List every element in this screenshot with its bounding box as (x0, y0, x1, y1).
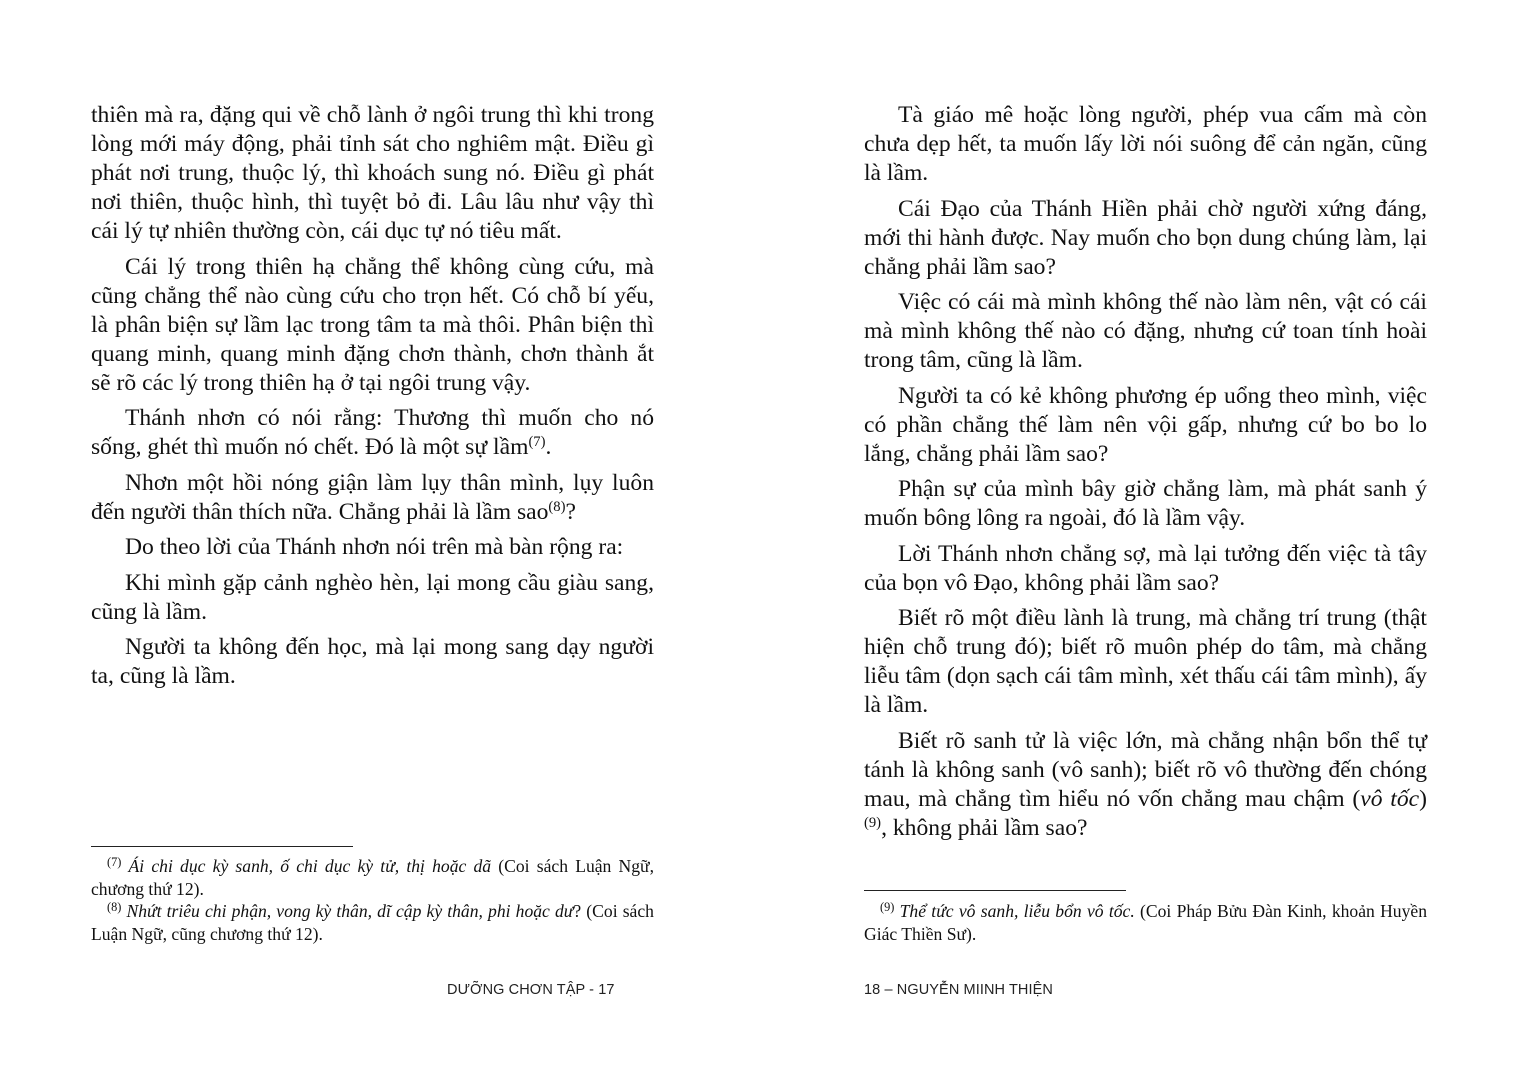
paragraph: Biết rõ một điều lành là trung, mà chẳng trí trung (thật hiện chỗ trung đó); biết rõ muôn phép do tâm, mà chẳng liễu tâm (dọn sạch cái tâm mình, xét thấu cái tâm mình), ấy là lầm. (864, 605, 1427, 718)
left-page (91, 0, 654, 1076)
footnote-text: ? (Coi sách Luận Ngữ, cũng chương thứ 12). (91, 901, 654, 944)
paragraph-italic: vô tốc (1360, 785, 1420, 812)
paragraph: Cái lý trong thiên hạ chẳng thể không cùng cứu, mà cũng chẳng thể nào cùng cứu cho trọn hết. Có chỗ bí yếu, là phân biện sự lầm lạc trong tâm ta mà thôi. Phân biện thì quang minh, quang minh đặng chơn thành, chơn thành ắt sẽ rõ các lý trong thiên hạ ở tại ngôi trung vậy. (91, 253, 654, 396)
footnote-italic: Nhứt triêu chi phận, vong kỳ thân, dĩ cập kỳ thân, phi hoặc dư (126, 901, 574, 921)
footnote-mark: (7) (107, 854, 122, 869)
footnote-mark: (8) (107, 899, 122, 914)
footnote-mark: (9) (880, 899, 895, 914)
paragraph: Tà giáo mê hoặc lòng người, phép vua cấm mà còn chưa dẹp hết, ta muốn lấy lời nói suông để cản ngăn, cũng là lầm. (864, 102, 1427, 186)
footnote-italic: Ái chi dục kỳ sanh, ố chi dục kỳ tử, thị hoặc dã (128, 856, 492, 876)
footnote (91, 900, 654, 945)
paragraph: Người ta có kẻ không phương ép uổng theo mình, việc có phần chẳng thế làm nên vội gấp, nhưng cứ bo bo lo lắng, chẳng phải lầm sao? (864, 382, 1427, 467)
right-page (864, 0, 1427, 1076)
footnote-ref: (9) (864, 814, 882, 831)
paragraph-text: Thánh nhơn có nói rằng: Thương thì muốn cho nó sống, ghét thì muốn nó chết. Đó là một sự lầm (91, 405, 654, 460)
page-footer: DƯỠNG CHƠN TẬP - 17 (447, 982, 615, 998)
paragraph: Do theo lời của Thánh nhơn nói trên mà bàn rộng ra: (125, 534, 624, 560)
right-page-body (864, 101, 1427, 849)
paragraph-text: Biết rõ sanh tử là việc lớn, mà chẳng nhận bổn thể tự tánh là không sanh (vô sanh); biết rõ vô thường đến chóng mau, mà chẳng tìm hiểu nó vốn chẳng mau chậm ( (864, 727, 1427, 812)
footnote-divider (864, 890, 1126, 891)
page-footer: 18 – NGUYỄN MIINH THIỆN (864, 982, 1053, 998)
paragraph (91, 404, 654, 462)
footnotes (864, 900, 1427, 945)
footnote-ref: (8) (548, 498, 566, 515)
paragraph-punct: ) (1419, 785, 1427, 812)
paragraph: thiên mà ra, đặng qui về chỗ lành ở ngôi trung thì khi trong lòng mới máy động, phải tỉnh sát cho nghiêm mật. Điều gì phát nơi trung, thuộc lý, thì khoách sung nó. Điều gì phát nơi thiên, thuộc hình, thì tuyệt bỏ đi. Lâu lâu như vậy thì cái lý tự nhiên thường còn, cái dục tự nó tiêu mất. (91, 102, 654, 244)
left-page-body (91, 101, 654, 698)
paragraph: Cái Đạo của Thánh Hiền phải chờ người xứng đáng, mới thi hành được. Nay muốn cho bọn dung chúng làm, lại chẳng phải lầm sao? (864, 195, 1427, 280)
paragraph: Lời Thánh nhơn chẳng sợ, mà lại tưởng đến việc tà tây của bọn vô Đạo, không phải lầm sao? (864, 540, 1427, 596)
footnote (91, 855, 654, 900)
footnote-divider (91, 846, 353, 847)
paragraph-punct: ? (565, 498, 576, 525)
paragraph (864, 727, 1427, 843)
paragraph-text: , không phải lầm sao? (881, 814, 1088, 841)
footnote-italic: Thể tức vô sanh, liễu bổn vô tốc. (899, 901, 1135, 921)
paragraph: Phận sự của mình bây giờ chẳng làm, mà phát sanh ý muốn bông lông ra ngoài, đó là lầm vậy. (864, 476, 1427, 531)
paragraph: Việc có cái mà mình không thế nào làm nên, vật có cái mà mình không thế nào có đặng, nhưng cứ toan tính hoài trong tâm, cũng là lầm. (864, 289, 1427, 373)
footnote-text: (Coi sách Luận Ngữ, chương thứ 12). (91, 856, 654, 899)
paragraph (91, 469, 654, 527)
paragraph-text: Nhơn một hồi nóng giận làm lụy thân mình, lụy luôn đến người thân thích nữa. Chẳng phải là lầm sao (91, 469, 654, 525)
paragraph: Người ta không đến học, mà lại mong sang dạy người ta, cũng là lầm. (91, 634, 654, 689)
footnote-ref: (7) (528, 433, 546, 450)
footnote-text: (Coi Pháp Bửu Đàn Kinh, khoản Huyền Giác Thiền Sư). (864, 901, 1427, 944)
footnotes (91, 855, 654, 945)
paragraph: Khi mình gặp cảnh nghèo hèn, lại mong cầu giàu sang, cũng là lầm. (91, 569, 654, 625)
paragraph-punct: . (545, 434, 552, 460)
footnote (864, 900, 1427, 945)
